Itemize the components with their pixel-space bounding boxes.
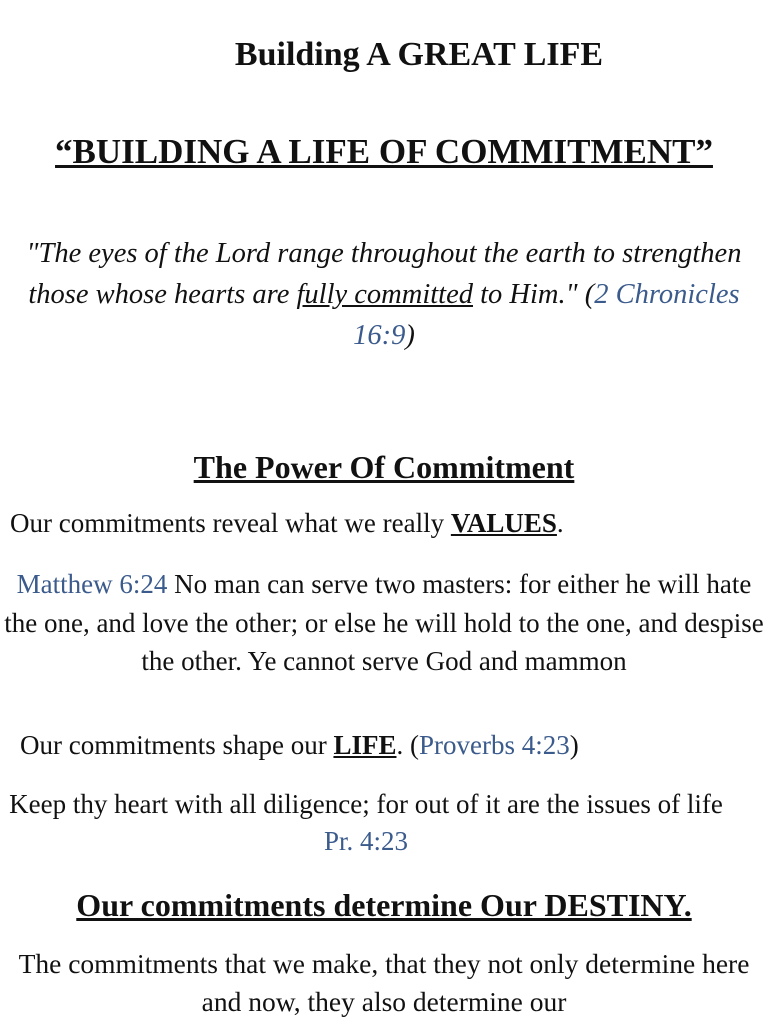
section-title: “BUILDING A LIFE OF COMMITMENT” [55,132,713,171]
values-emphasis: VALUES [450,508,557,538]
quote-close: ) [405,320,415,351]
quote-underlined: fully committed [296,279,473,310]
page-title: Building A GREAT LIFE [234,36,604,73]
pr-reference-link[interactable]: Pr. 4:23 [323,826,409,856]
quote-text: "The eyes of the Lord range throughout the earth to strengthen those whose hearts are [26,238,742,310]
life-middle: . ( [396,730,419,760]
values-text: Our commitments reveal what we really [10,508,451,538]
proverbs-paragraph [0,786,768,860]
life-close: ) [569,730,579,760]
quote-text-after: to Him." ( [472,279,595,310]
values-paragraph [0,508,768,539]
proverbs-text: Keep thy heart with all diligence; for out of it are the issues of life [9,789,723,819]
destiny-paragraph: The commitments that we make, that they not only determine here and now, they also determine our [18,948,750,1017]
matthew-text: No man can serve two masters: for either he will hate the one, and love the other; or else he will hold to the one, and despise the other. Ye cannot serve God and mammon [4,569,764,676]
matthew-paragraph [0,565,768,681]
values-end: . [556,508,564,538]
life-paragraph [0,730,768,761]
scripture-quote [0,233,768,356]
quote-reference-link[interactable]: 2 Chronicles 16:9 [353,279,740,351]
life-text: Our commitments shape our [20,730,334,760]
proverbs-reference-link[interactable]: Proverbs 4:23 [418,730,570,760]
destiny-heading: Our commitments determine Our DESTINY. [76,887,692,923]
power-heading: The Power Of Commitment [193,449,575,485]
life-emphasis: LIFE [333,730,397,760]
matthew-reference-link[interactable]: Matthew 6:24 [16,569,168,599]
